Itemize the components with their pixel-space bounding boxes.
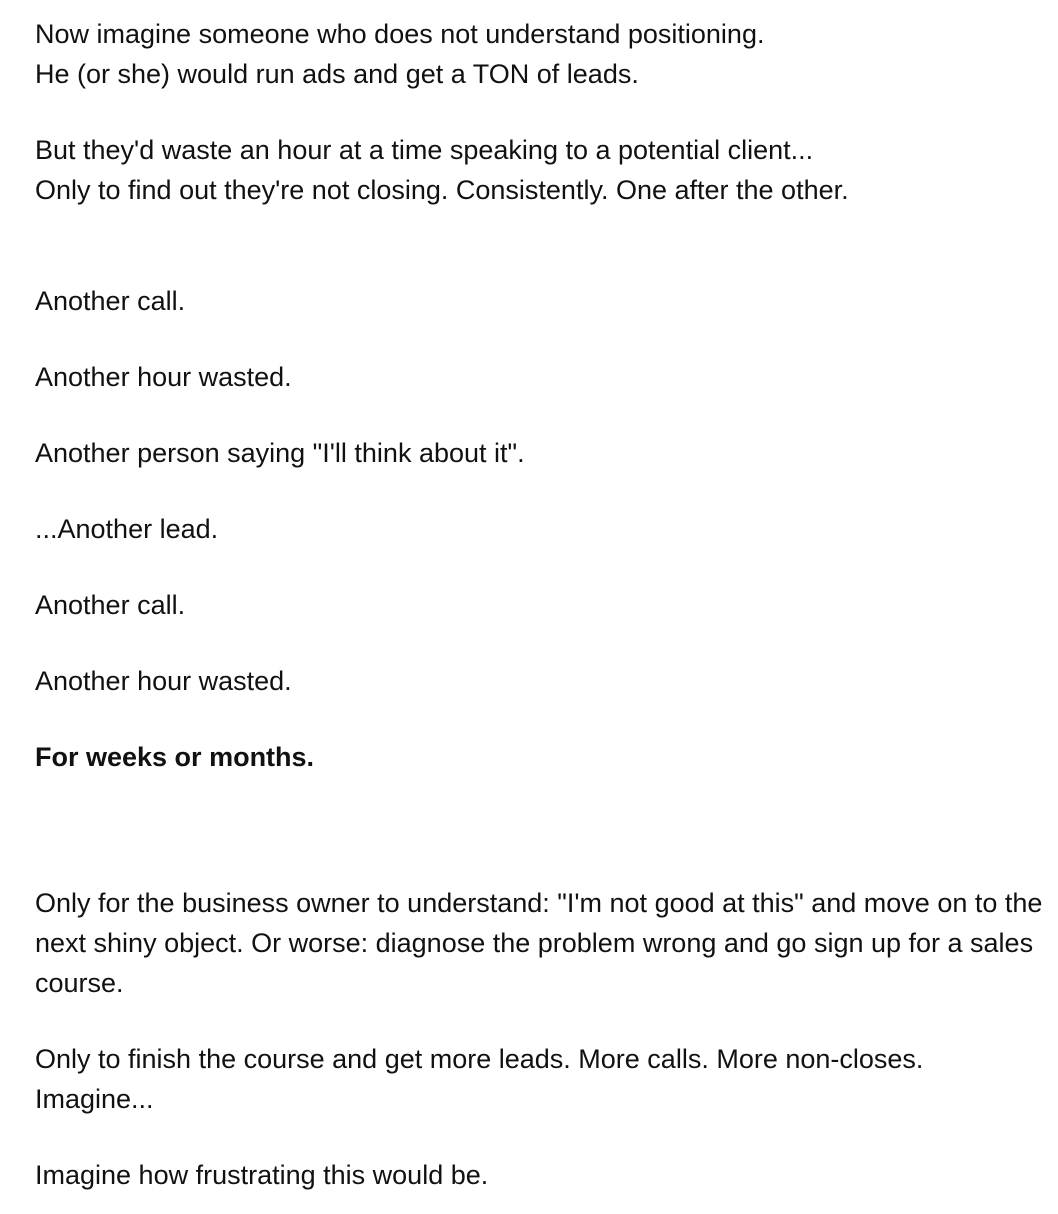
waste-line-1: But they'd waste an hour at a time speaking to a potential client...	[35, 135, 814, 165]
conclusion-paragraph: Only for the business owner to understand: "I'm not good at this" and move on to the next shiny object. Or worse: diagnose the problem wrong and go sign up for a sales course.	[35, 888, 1043, 998]
intro-line-1: Now imagine someone who does not understand positioning.	[35, 19, 765, 49]
emphasis-line: For weeks or months.	[35, 742, 315, 772]
waste-line-2: Only to find out they're not closing. Consistently. One after the other.	[35, 175, 849, 205]
closing-line: Imagine how frustrating this would be.	[35, 1160, 489, 1190]
cycle-line: Another call.	[35, 286, 186, 316]
intro-line-2: He (or she) would run ads and get a TON of leads.	[35, 59, 639, 89]
cycle-line: Another call.	[35, 590, 186, 620]
waste-paragraph	[35, 130, 1047, 210]
cycle-line: Another person saying "I'll think about it".	[35, 438, 525, 468]
cycle-line: Another hour wasted.	[35, 666, 292, 696]
course-paragraph	[35, 1039, 1047, 1119]
course-line-2: Imagine...	[35, 1084, 154, 1114]
cycle-line: Another hour wasted.	[35, 362, 292, 392]
course-line-1: Only to finish the course and get more leads. More calls. More non-closes.	[35, 1044, 924, 1074]
cycle-line: ...Another lead.	[35, 514, 219, 544]
document-body	[35, 14, 1047, 1195]
intro-paragraph	[35, 14, 1047, 94]
